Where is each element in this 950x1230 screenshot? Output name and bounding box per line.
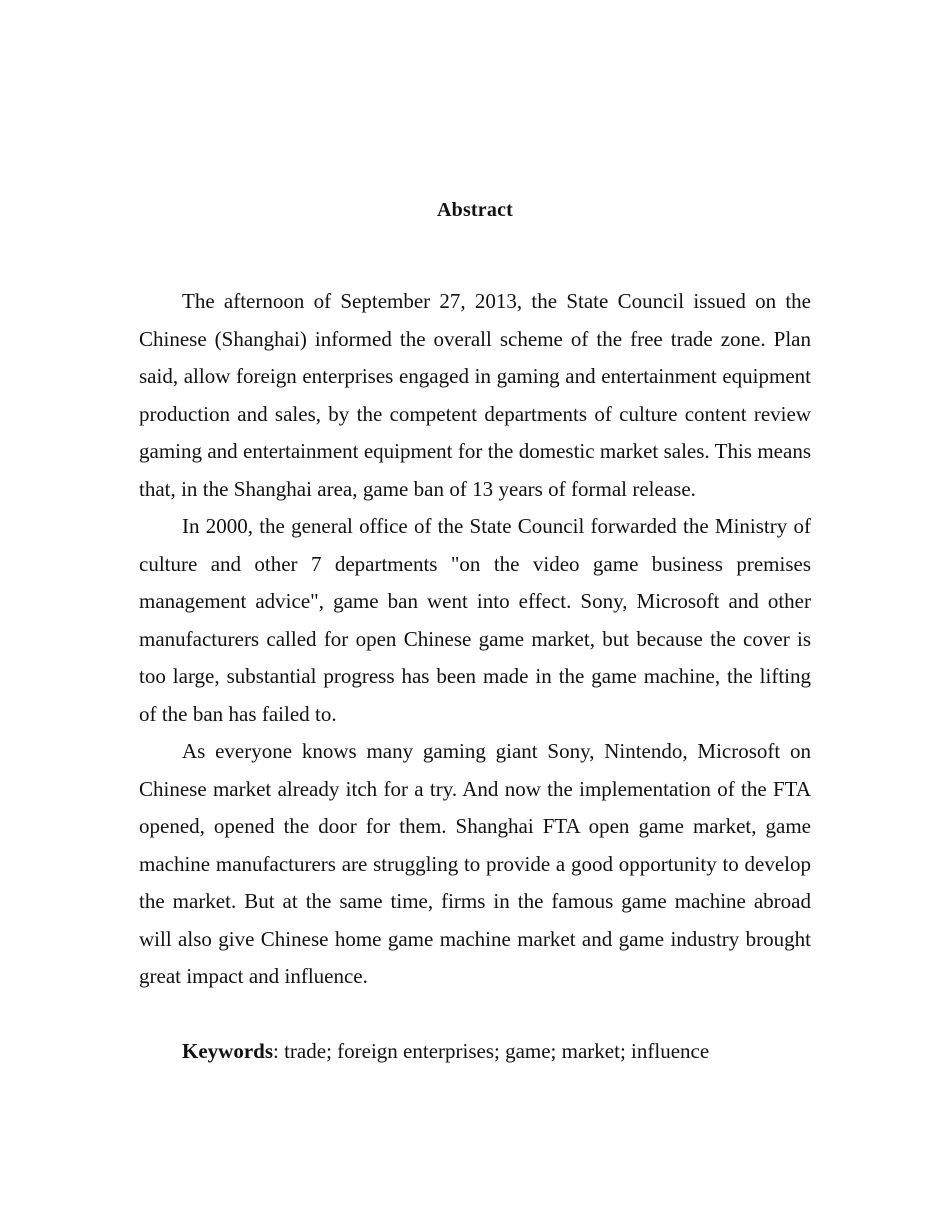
title-spacer (139, 223, 811, 283)
page-title: Abstract (436, 199, 514, 221)
keywords-value: trade; foreign enterprises; game; market; influence (284, 1038, 710, 1063)
keywords-label: Keywords (182, 1038, 273, 1063)
abstract-paragraph-1: The afternoon of September 27, 2013, the State Council issued on the Chinese (Shanghai) informed the overall scheme of the free trade zone. Plan said, allow foreign enterprises engaged in gaming and entertainment equipment production and sales, by the competent departments of culture content review gaming and entertainment equipment for the domestic market sales. This means that, in the Shanghai area, game ban of 13 years of formal release. (139, 289, 811, 501)
keywords-separator: : (273, 1038, 285, 1063)
document-body (139, 0, 811, 1070)
abstract-paragraph-2: In 2000, the general office of the State Council forwarded the Ministry of culture and other 7 departments "on the video game business premises management advice", game ban went into effect. Sony, Microsoft and other manufacturers called for open Chinese game market, but because the cover is too large, substantial progress has been made in the game machine, the lifting of the ban has failed to. (139, 514, 811, 726)
abstract-paragraph-3: As everyone knows many gaming giant Sony, Nintendo, Microsoft on Chinese market already itch for a try. And now the implementation of the FTA opened, opened the door for them. Shanghai FTA open game market, game machine manufacturers are struggling to provide a good opportunity to develop the market. But at the same time, firms in the famous game machine abroad will also give Chinese home game machine market and game industry brought great impact and influence. (139, 739, 811, 988)
keywords-line (139, 1033, 811, 1071)
keywords-spacer (139, 996, 811, 1033)
